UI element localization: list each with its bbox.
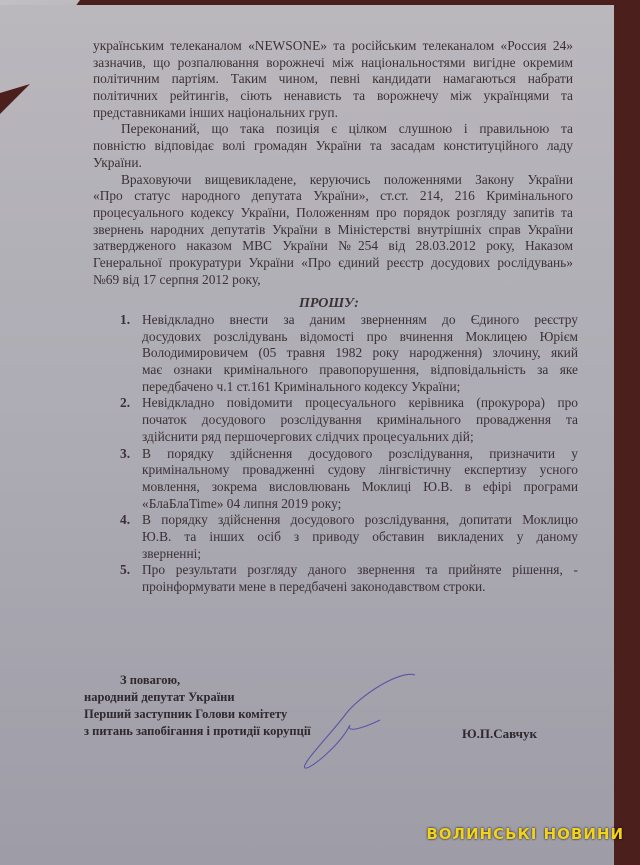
text-line: зверненні; <box>142 545 202 561</box>
signer-name: Ю.П.Савчук <box>462 726 537 741</box>
request-item <box>120 312 578 395</box>
request-item <box>120 446 578 513</box>
text-line: «Про статус народного депутата України», ст.ст. 214, 216 Кримінального <box>93 188 573 204</box>
text-line: Ю.В. та інших осіб з приводу обставин викладених у даному <box>142 528 578 544</box>
signer-position <box>84 689 311 740</box>
item-number: 3. <box>120 445 131 461</box>
text-line: В порядку здійснення досудового розслідування, допитати Моклицю <box>142 512 578 528</box>
text-line: №69 від 17 серпня 2012 року, <box>93 271 261 287</box>
position-line: народний депутат України <box>84 690 235 704</box>
text-line: Про результати розгляду даного звернення та прийняте рішення, - <box>142 562 578 578</box>
text-line: політичним партіям. Таким чином, певні кандидати намагаються набрати <box>93 71 573 87</box>
position-line: з питань запобігання і протидії корупції <box>84 724 311 738</box>
paragraph <box>93 38 573 121</box>
text-line: повністю відповідає волі громадян України та засадам конституційного ладу <box>93 138 573 154</box>
text-line: Невідкладно внести за даним зверненням до Єдиного реєстру <box>142 312 578 327</box>
text-line: Володимировичем (05 травня 1982 року народження) злочину, який <box>142 345 578 361</box>
item-number: 5. <box>120 562 131 578</box>
item-number: 1. <box>120 312 131 327</box>
text-line: початок досудового розслідування кримінального провадження та <box>142 412 578 428</box>
item-number: 2. <box>120 395 131 411</box>
request-item <box>120 562 578 595</box>
text-line: «БлаБлаTime» 04 липня 2019 року; <box>142 495 342 511</box>
text-line: досудових розслідувань відомості про вчинення Моклицею Юрієм <box>142 328 578 344</box>
text-line: Враховуючи вищевикладене, керуючись положеннями Закону України <box>121 171 573 187</box>
text-line: зазначив, що розпалювання ворожнечі між національностями вигідне окремим <box>93 54 573 70</box>
watermark-logo: ВОЛИНСЬКІ НОВИНИ <box>426 825 624 843</box>
text-line: мовлення, зокрема висловлювань Моклиці Ю.В. в ефірі програми <box>142 478 578 494</box>
text-line: українським телеканалом «NEWSONE» та російським телеканалом «Россия 24» <box>93 38 573 53</box>
request-item <box>120 512 578 562</box>
text-line: Переконаний, що така позиція є цілком слушною і правильною та <box>121 121 573 137</box>
item-number: 4. <box>120 512 131 528</box>
text-line: політичних рейтингів, сіють ненависть та ворожнечу між українцями та <box>93 88 573 104</box>
body-text <box>93 38 573 288</box>
request-item <box>120 395 578 445</box>
text-line: має ознаки кримінального правопорушення, відповідальність за яке <box>142 362 578 378</box>
request-list <box>120 312 578 596</box>
handwritten-signature <box>300 670 420 770</box>
paragraph <box>93 172 573 289</box>
position-line: Перший заступник Голови комітету <box>84 707 288 721</box>
text-line: Генеральної прокуратури України «Про єдиний реєстр досудових рослідувань» <box>93 254 573 270</box>
text-line: проінформувати мене в передбачені законодавством строки. <box>142 579 486 594</box>
text-line: представниками інших національних груп. <box>93 104 338 120</box>
text-line: В порядку здійснення досудового розслідування, призначити у <box>142 445 578 461</box>
text-line: кримінальному провадженні судову лінгвістичну експертизу усного <box>142 462 578 478</box>
text-line: Невідкладно повідомити процесуального керівника (прокурора) про <box>142 395 578 411</box>
text-line: України. <box>93 154 142 170</box>
text-line: процесуального кодексу України, Положенням про порядок розгляду запитів та <box>93 204 573 220</box>
text-line: здійснити ряд першочергових слідчих процесуальних дій; <box>142 428 474 444</box>
text-line: передбачено ч.1 ст.161 Кримінального кодексу України; <box>142 378 461 394</box>
request-heading: ПРОШУ: <box>299 296 359 311</box>
text-line: затвердженого наказом МВС України №254 від 28.03.2012 року, Наказом <box>93 238 573 254</box>
closing-salutation: З повагою, <box>120 673 181 687</box>
paragraph <box>93 121 573 171</box>
text-line: звернень народних депутатів України в Міністерстві внутрішніх справ України <box>93 221 573 237</box>
